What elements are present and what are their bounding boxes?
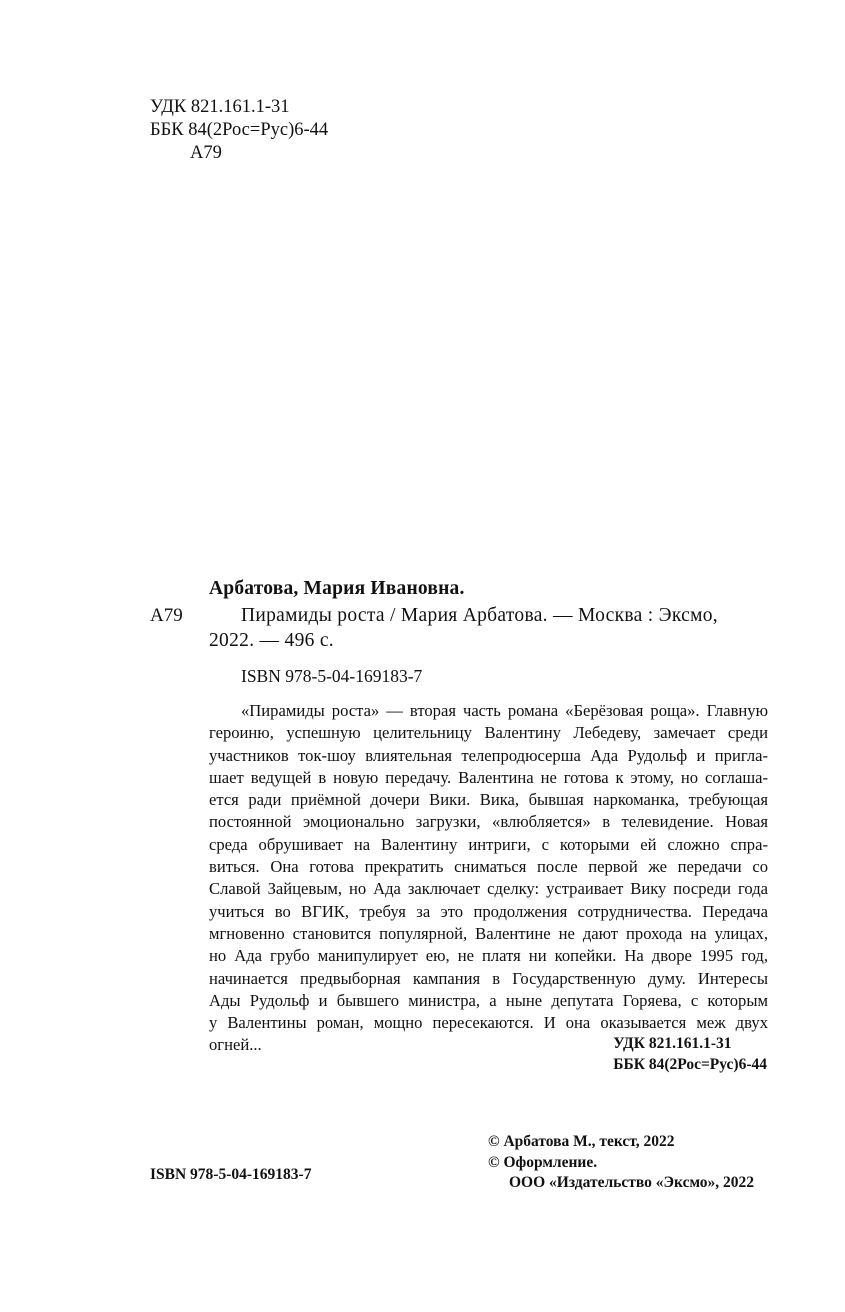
copyright-design: © Оформление. [488,1153,598,1171]
annotation-line: среда обрушивает на Валентину интриги, с которыми ей сложно спра- [209,834,768,854]
bottom-udk: УДК 821.161.1-31 [613,1035,732,1052]
copyright-block [488,1132,754,1194]
bottom-indices [613,1033,767,1075]
author-mark: А79 [190,143,222,163]
copyright-text: © Арбатова М., текст, 2022 [488,1133,675,1150]
udk-row [150,96,328,119]
annotation-paragraph [209,700,768,1057]
classification-block [150,96,328,165]
annotation-line: участников ток-шоу влиятельная телепродюсерша Ада Рудольф и пригла- [209,745,768,765]
bbk-label: ББК [150,120,184,140]
annotation-line: начинается предвыборная кампания в Государственную думу. Интересы [209,968,768,988]
annotation-line: ется ради приёмной дочери Вики. Вика, бывшая наркоманка, требующая [209,790,768,810]
copyright-publisher: ООО «Издательство «Эксмо», 2022 [509,1174,755,1191]
annotation-line: Ады Рудольф и бывшего министра, а ныне депутата Горяева, с которым [209,990,768,1010]
annotation-line: шает ведущей в новую передачу. Валентина не готова к этому, но соглаша- [209,767,768,787]
annotation-line: Славой Зайцевым, но Ада заключает сделку: устраивает Вику посреди года [209,879,768,899]
annotation-line: постоянной эмоционально загрузки, «влюбляется» в телевидение. Новая [209,812,768,832]
catalog-title-line-2: 2022. — 496 с. [209,630,334,651]
catalog-author: Арбатова, Мария Ивановна. [209,578,465,599]
annotation-line: учиться во ВГИК, требуя за это продолжения сотрудничества. Передача [209,901,768,921]
udk-label: УДК [150,97,187,117]
bottom-bbk: ББК 84(2Рос=Рус)6-44 [613,1056,767,1073]
annotation-line: но Ада грубо манипулирует ею, не платя ни копейки. На дворе 1995 год, [209,946,768,966]
bbk-value: 84(2Рос=Рус)6-44 [188,120,329,140]
annotation-line: огней... [209,1035,262,1055]
bbk-row [150,119,328,142]
udk-value: 821.161.1-31 [190,97,290,117]
annotation-line: героиню, успешную целительницу Валентину Лебедеву, замечает среди [209,723,768,743]
annotation-line: «Пирамиды роста» — вторая часть романа «Берёзовая роща». Главную [241,701,768,720]
catalog-title-line-1: Пирамиды роста / Мария Арбатова. — Москва : Эксмо, [241,605,718,626]
bottom-isbn: ISBN 978-5-04-169183-7 [150,1166,312,1183]
catalog-isbn: ISBN 978-5-04-169183-7 [241,666,423,686]
annotation-line: виться. Она готова прекратить сниматься после первой же передачи со [209,857,768,877]
annotation-line: у Валентины роман, мощно пересекаются. И она оказывается меж двух [209,1013,768,1033]
catalog-code: А79 [150,605,183,626]
annotation-line: мгновенно становится популярной, Валентине не дают прохода на улицах, [209,923,768,943]
